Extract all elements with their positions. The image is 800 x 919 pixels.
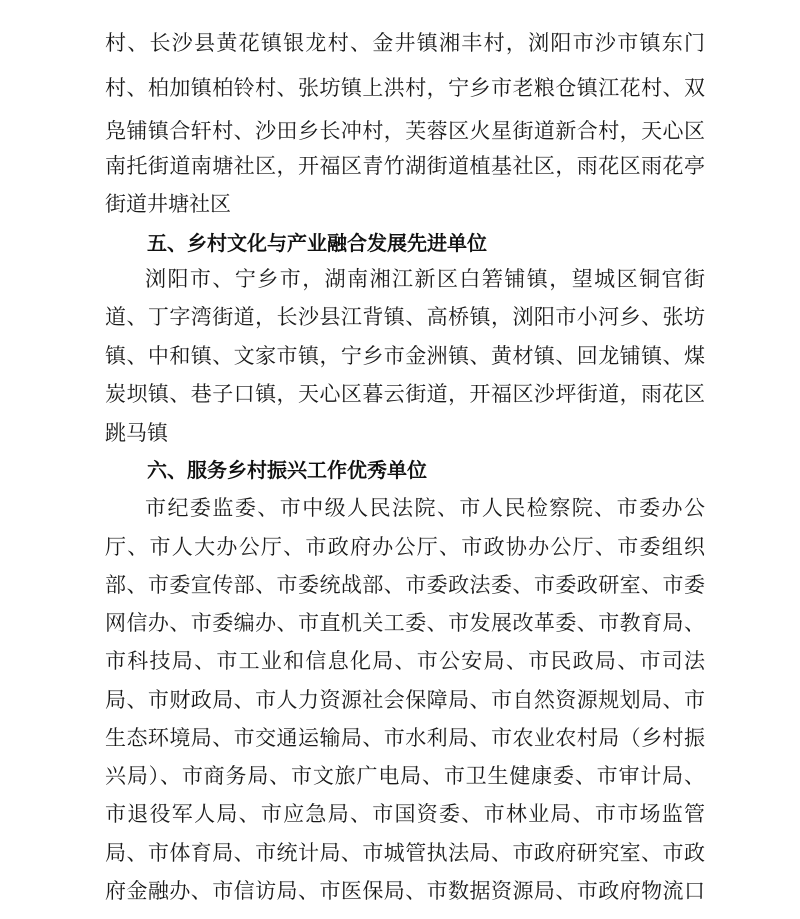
- paragraph-line: 南托街道南塘社区，开福区青竹湖街道植基社区，雨花区雨花亭: [105, 154, 705, 178]
- paragraph-line: 街道井塘社区: [105, 192, 231, 216]
- paragraph-line: 道、丁字湾街道，长沙县江背镇、高桥镇，浏阳市小河乡、张坊: [105, 305, 705, 329]
- section-heading: 六、服务乡村振兴工作优秀单位: [147, 458, 427, 482]
- section-heading: 五、乡村文化与产业融合发展先进单位: [147, 231, 487, 255]
- paragraph-line: 镇、中和镇、文家市镇，宁乡市金洲镇、黄材镇、回龙铺镇、煤: [105, 344, 705, 368]
- paragraph-line: 跳马镇: [105, 421, 168, 445]
- paragraph-line: 浏阳市、宁乡市，湖南湘江新区白箬铺镇，望城区铜官街: [145, 267, 705, 291]
- paragraph-line: 炭坝镇、巷子口镇，天心区暮云街道，开福区沙坪街道，雨花区: [105, 382, 705, 406]
- paragraph-line: 局、市体育局、市统计局、市城管执法局、市政府研究室、市政: [105, 841, 705, 865]
- paragraph-line: 部、市委宣传部、市委统战部、市委政法委、市委政研室、市委: [105, 573, 705, 597]
- paragraph-line: 网信办、市委编办、市直机关工委、市发展改革委、市教育局、: [105, 611, 705, 635]
- paragraph-line: 村、柏加镇柏铃村、张坊镇上洪村，宁乡市老粮仓镇江花村、双: [105, 76, 705, 100]
- paragraph-line: 凫铺镇合轩村、沙田乡长冲村，芙蓉区火星街道新合村，天心区: [105, 119, 705, 143]
- paragraph-line: 府金融办、市信访局、市医保局、市数据资源局、市政府物流口: [105, 879, 705, 903]
- paragraph-line: 局、市财政局、市人力资源社会保障局、市自然资源规划局、市: [105, 688, 705, 712]
- paragraph-line: 生态环境局、市交通运输局、市水利局、市农业农村局（乡村振: [105, 726, 705, 750]
- paragraph-line: 市退役军人局、市应急局、市国资委、市林业局、市市场监管: [105, 802, 705, 826]
- paragraph-line: 市科技局、市工业和信息化局、市公安局、市民政局、市司法: [105, 649, 705, 673]
- paragraph-line: 村、长沙县黄花镇银龙村、金井镇湘丰村，浏阳市沙市镇东门: [105, 31, 705, 55]
- paragraph-line: 厅、市人大办公厅、市政府办公厅、市政协办公厅、市委组织: [105, 535, 705, 559]
- paragraph-line: 市纪委监委、市中级人民法院、市人民检察院、市委办公: [145, 496, 705, 520]
- paragraph-line: 兴局）、市商务局、市文旅广电局、市卫生健康委、市审计局、: [105, 764, 705, 788]
